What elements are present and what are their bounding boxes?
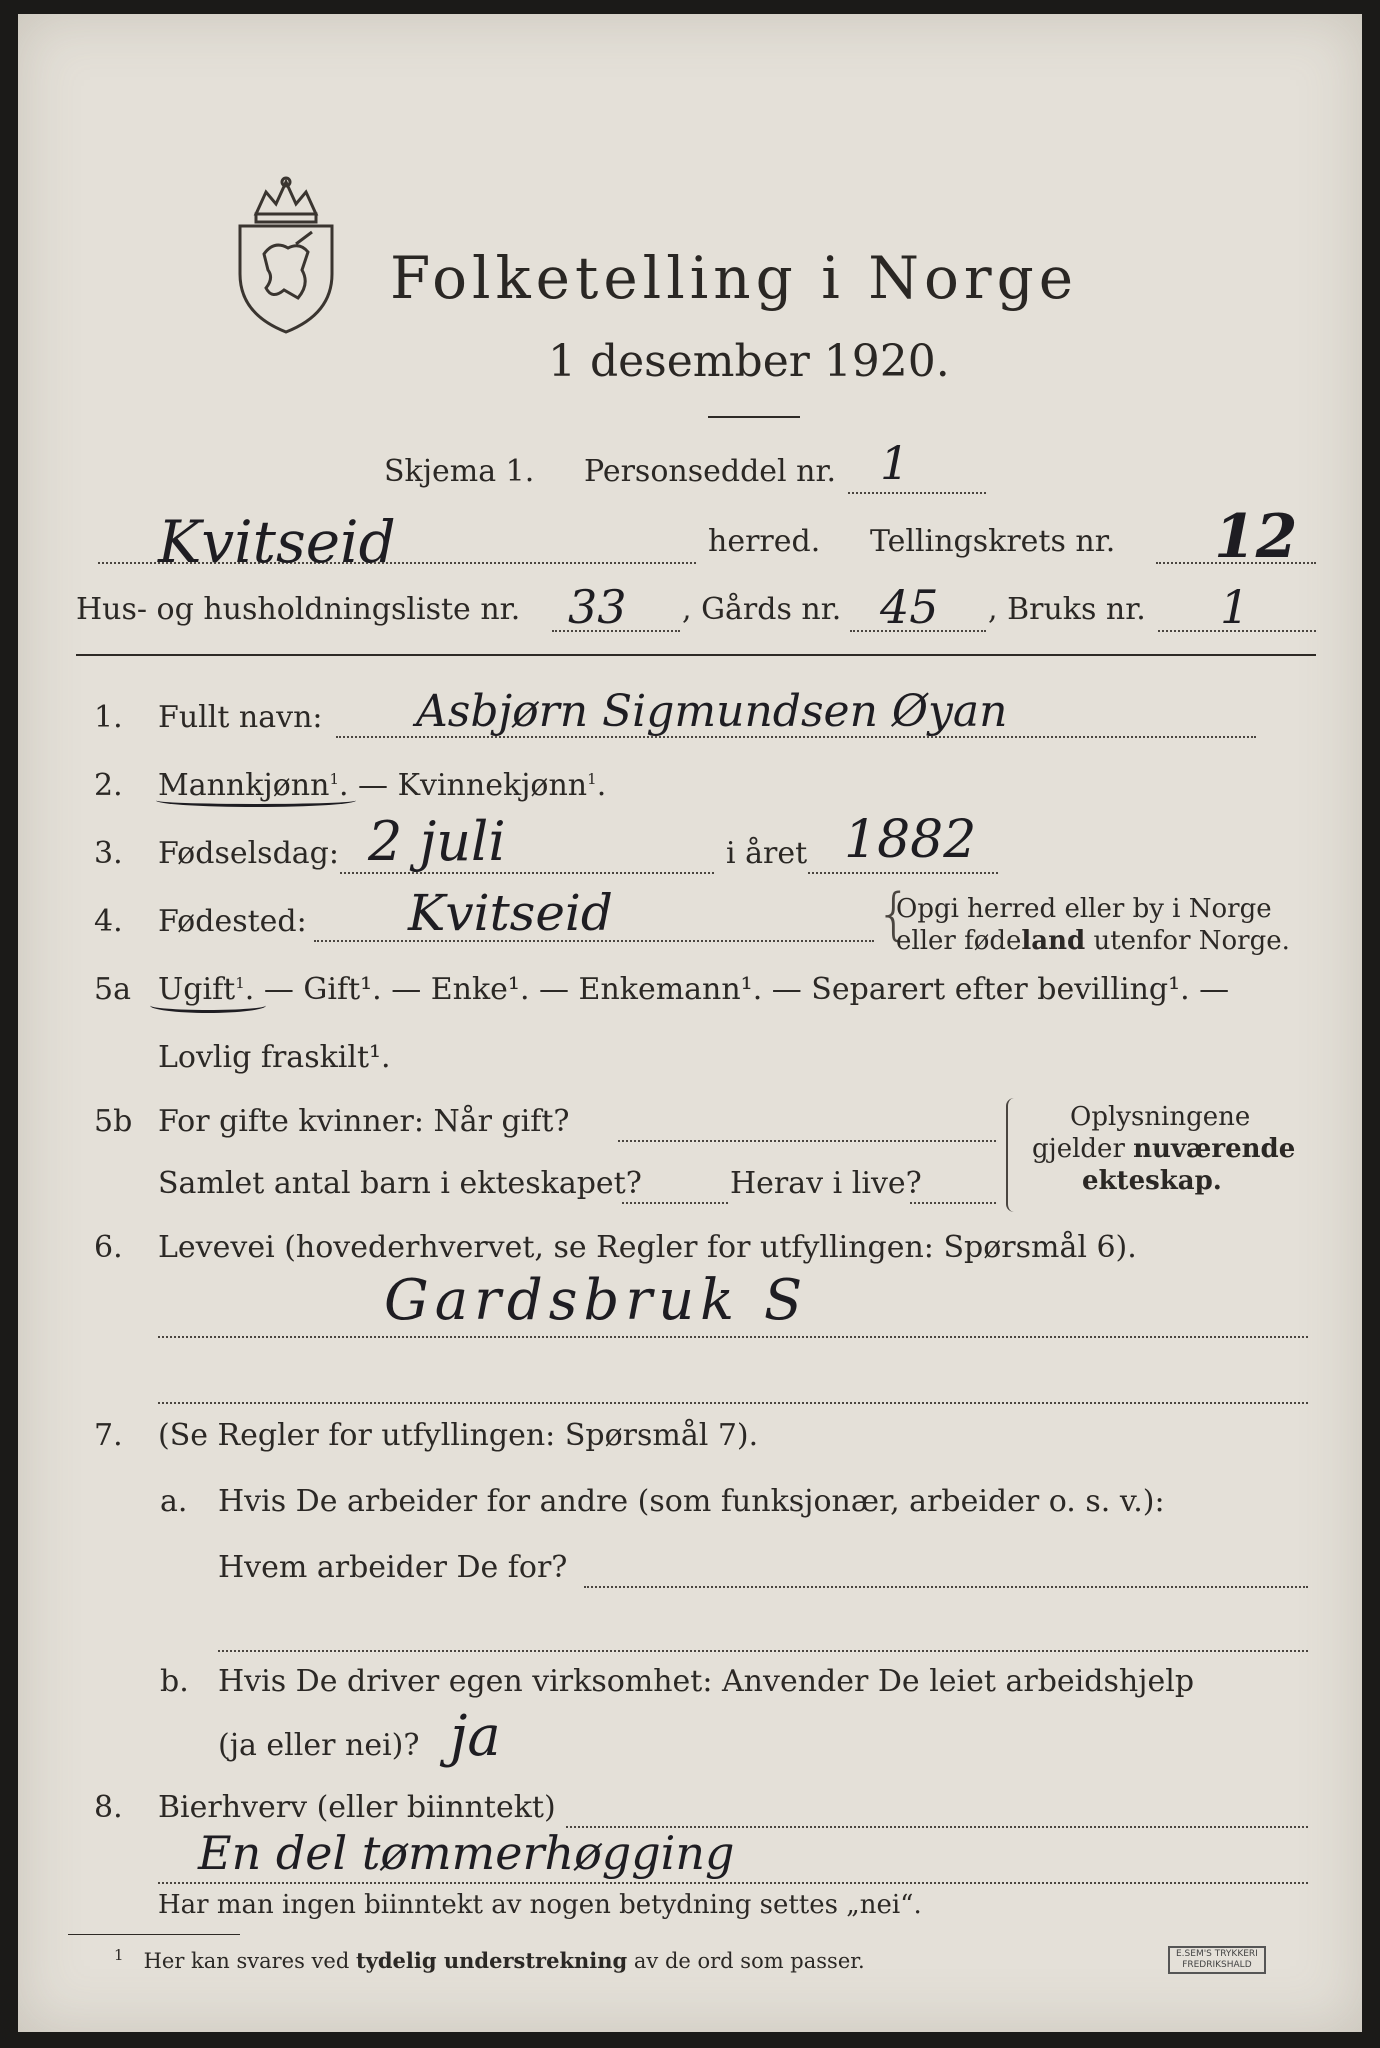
q2-sep: . — xyxy=(338,768,398,803)
q2-male-underline xyxy=(156,794,356,807)
q3-label: Fødselsdag: xyxy=(158,836,339,871)
q6-line-2 xyxy=(158,1402,1308,1404)
q7b-value: ja xyxy=(450,1704,501,1769)
q5b-note-2: gjelder nuværende xyxy=(1032,1134,1296,1164)
census-form-page xyxy=(18,14,1362,2032)
q2-sup-b: 1 xyxy=(587,770,597,788)
q8-note: Har man ingen biinntekt av nogen betydning settes „nei“. xyxy=(158,1890,922,1920)
q5a-line2: Lovlig fraskilt¹. xyxy=(158,1040,391,1075)
printer-mark: E.SEM'S TRYKKERI FREDRIKSHALD xyxy=(1168,1946,1266,1974)
gards-value: 45 xyxy=(880,580,939,634)
q1-number: 1. xyxy=(94,700,123,735)
q3-year-line xyxy=(808,872,998,874)
q2-number: 2. xyxy=(94,768,123,803)
q5a-options: Ugift$^1$. — Gift¹. — Enke¹. — Enkemann¹. — Separert efter bevilling¹. — xyxy=(158,972,1230,1007)
q3-value: 2 juli xyxy=(368,810,506,873)
q7-number: 7. xyxy=(94,1418,123,1453)
q5b-children-line xyxy=(622,1202,728,1204)
q7a-employer-line xyxy=(584,1586,1308,1588)
bruks-label: , Bruks nr. xyxy=(988,592,1146,627)
q1-label: Fullt navn: xyxy=(158,700,323,735)
q8-value: En del tømmerhøgging xyxy=(198,1826,735,1880)
herred-value: Kvitseid xyxy=(158,508,396,576)
q2-end: . xyxy=(596,768,607,803)
q5b-alive-line xyxy=(910,1202,996,1204)
q5a-number: 5a xyxy=(94,972,131,1007)
q7b-hired-help-label: (ja eller nei)? xyxy=(218,1728,420,1763)
q7a-employer-label: Hvem arbeider De for? xyxy=(218,1550,568,1585)
header-divider xyxy=(76,654,1316,656)
hus-label: Hus- og husholdningsliste nr. xyxy=(76,592,521,627)
q5b-note-1: Oplysningene xyxy=(1070,1102,1251,1132)
q7a-label: Hvis De arbeider for andre (som funksjonær, arbeider o. s. v.): xyxy=(218,1484,1165,1519)
q5b-married-line xyxy=(618,1140,996,1142)
q3-number: 3. xyxy=(94,836,123,871)
footnote-marker: 1 xyxy=(114,1946,124,1964)
q6-line-1 xyxy=(158,1336,1308,1338)
tellingskrets-value: 12 xyxy=(1214,502,1298,572)
q4-number: 4. xyxy=(94,904,123,939)
q2-sup-a: 1 xyxy=(329,770,339,788)
coat-of-arms-icon xyxy=(226,174,346,334)
q2-male[interactable]: Mannkjønn xyxy=(158,768,330,803)
q5b-children-label: Samlet antal barn i ekteskapet? xyxy=(158,1166,642,1201)
q3-year-label: i året xyxy=(726,836,808,871)
q7a-number: a. xyxy=(160,1484,188,1519)
personseddel-value: 1 xyxy=(880,436,910,490)
q8-label: Bierhverv (eller biinntekt) xyxy=(158,1790,556,1825)
q5b-number: 5b xyxy=(94,1104,133,1139)
hus-value: 33 xyxy=(568,580,627,634)
q7b-number: b. xyxy=(160,1664,189,1699)
q5b-bracket xyxy=(1006,1098,1018,1212)
personseddel-line xyxy=(848,492,986,494)
q5b-label: For gifte kvinner: Når gift? xyxy=(158,1104,570,1139)
q7b-label: Hvis De driver egen virksomhet: Anvender De leiet arbeidshjelp xyxy=(218,1664,1195,1699)
q4-value: Kvitseid xyxy=(408,884,613,942)
q5a-ugift[interactable]: Ugift xyxy=(158,972,236,1007)
q7a-line-2 xyxy=(218,1650,1308,1652)
q2-female[interactable]: Kvinnekjønn xyxy=(397,768,588,803)
q1-value: Asbjørn Sigmundsen Øyan xyxy=(416,686,1008,737)
q5a-rest: . — Gift¹. — Enke¹. — Enkemann¹. — Separert efter bevilling¹. — xyxy=(244,972,1230,1007)
q6-value: Gardsbruk S xyxy=(384,1268,809,1333)
q8-number: 8. xyxy=(94,1790,123,1825)
footnote-divider xyxy=(68,1934,240,1935)
q4-note-1: Opgi herred eller by i Norge xyxy=(896,894,1272,924)
q4-note-2: eller fødeland utenfor Norge. xyxy=(896,926,1290,956)
title-divider xyxy=(708,416,800,418)
q5a-ugift-underline xyxy=(150,998,266,1013)
form-date: 1 desember 1920. xyxy=(548,336,950,387)
q5b-alive-label: Herav i live? xyxy=(730,1166,922,1201)
personseddel-label: Personseddel nr. xyxy=(584,454,837,489)
gards-label: , Gårds nr. xyxy=(682,592,842,627)
skjema-label: Skjema 1. xyxy=(384,454,535,489)
tellingskrets-label: Tellingskrets nr. xyxy=(870,524,1116,559)
bruks-value: 1 xyxy=(1220,580,1250,634)
q7-label: (Se Regler for utfyllingen: Spørsmål 7). xyxy=(158,1418,759,1453)
q8-line-2 xyxy=(158,1882,1308,1884)
footnote: $^1$ Her kan svares ved tydelig understrekning av de ord som passer. xyxy=(114,1946,865,1973)
q5b-note-3: ekteskap. xyxy=(1082,1166,1222,1196)
form-title: Folketelling i Norge xyxy=(390,244,1079,312)
q6-number: 6. xyxy=(94,1230,123,1265)
q4-brace: { xyxy=(876,882,912,947)
herred-label: herred. xyxy=(708,524,821,559)
q4-label: Fødested: xyxy=(158,904,307,939)
q3-year-value: 1882 xyxy=(844,810,977,870)
q6-label: Levevei (hovederhvervet, se Regler for utfyllingen: Spørsmål 6). xyxy=(158,1230,1137,1265)
